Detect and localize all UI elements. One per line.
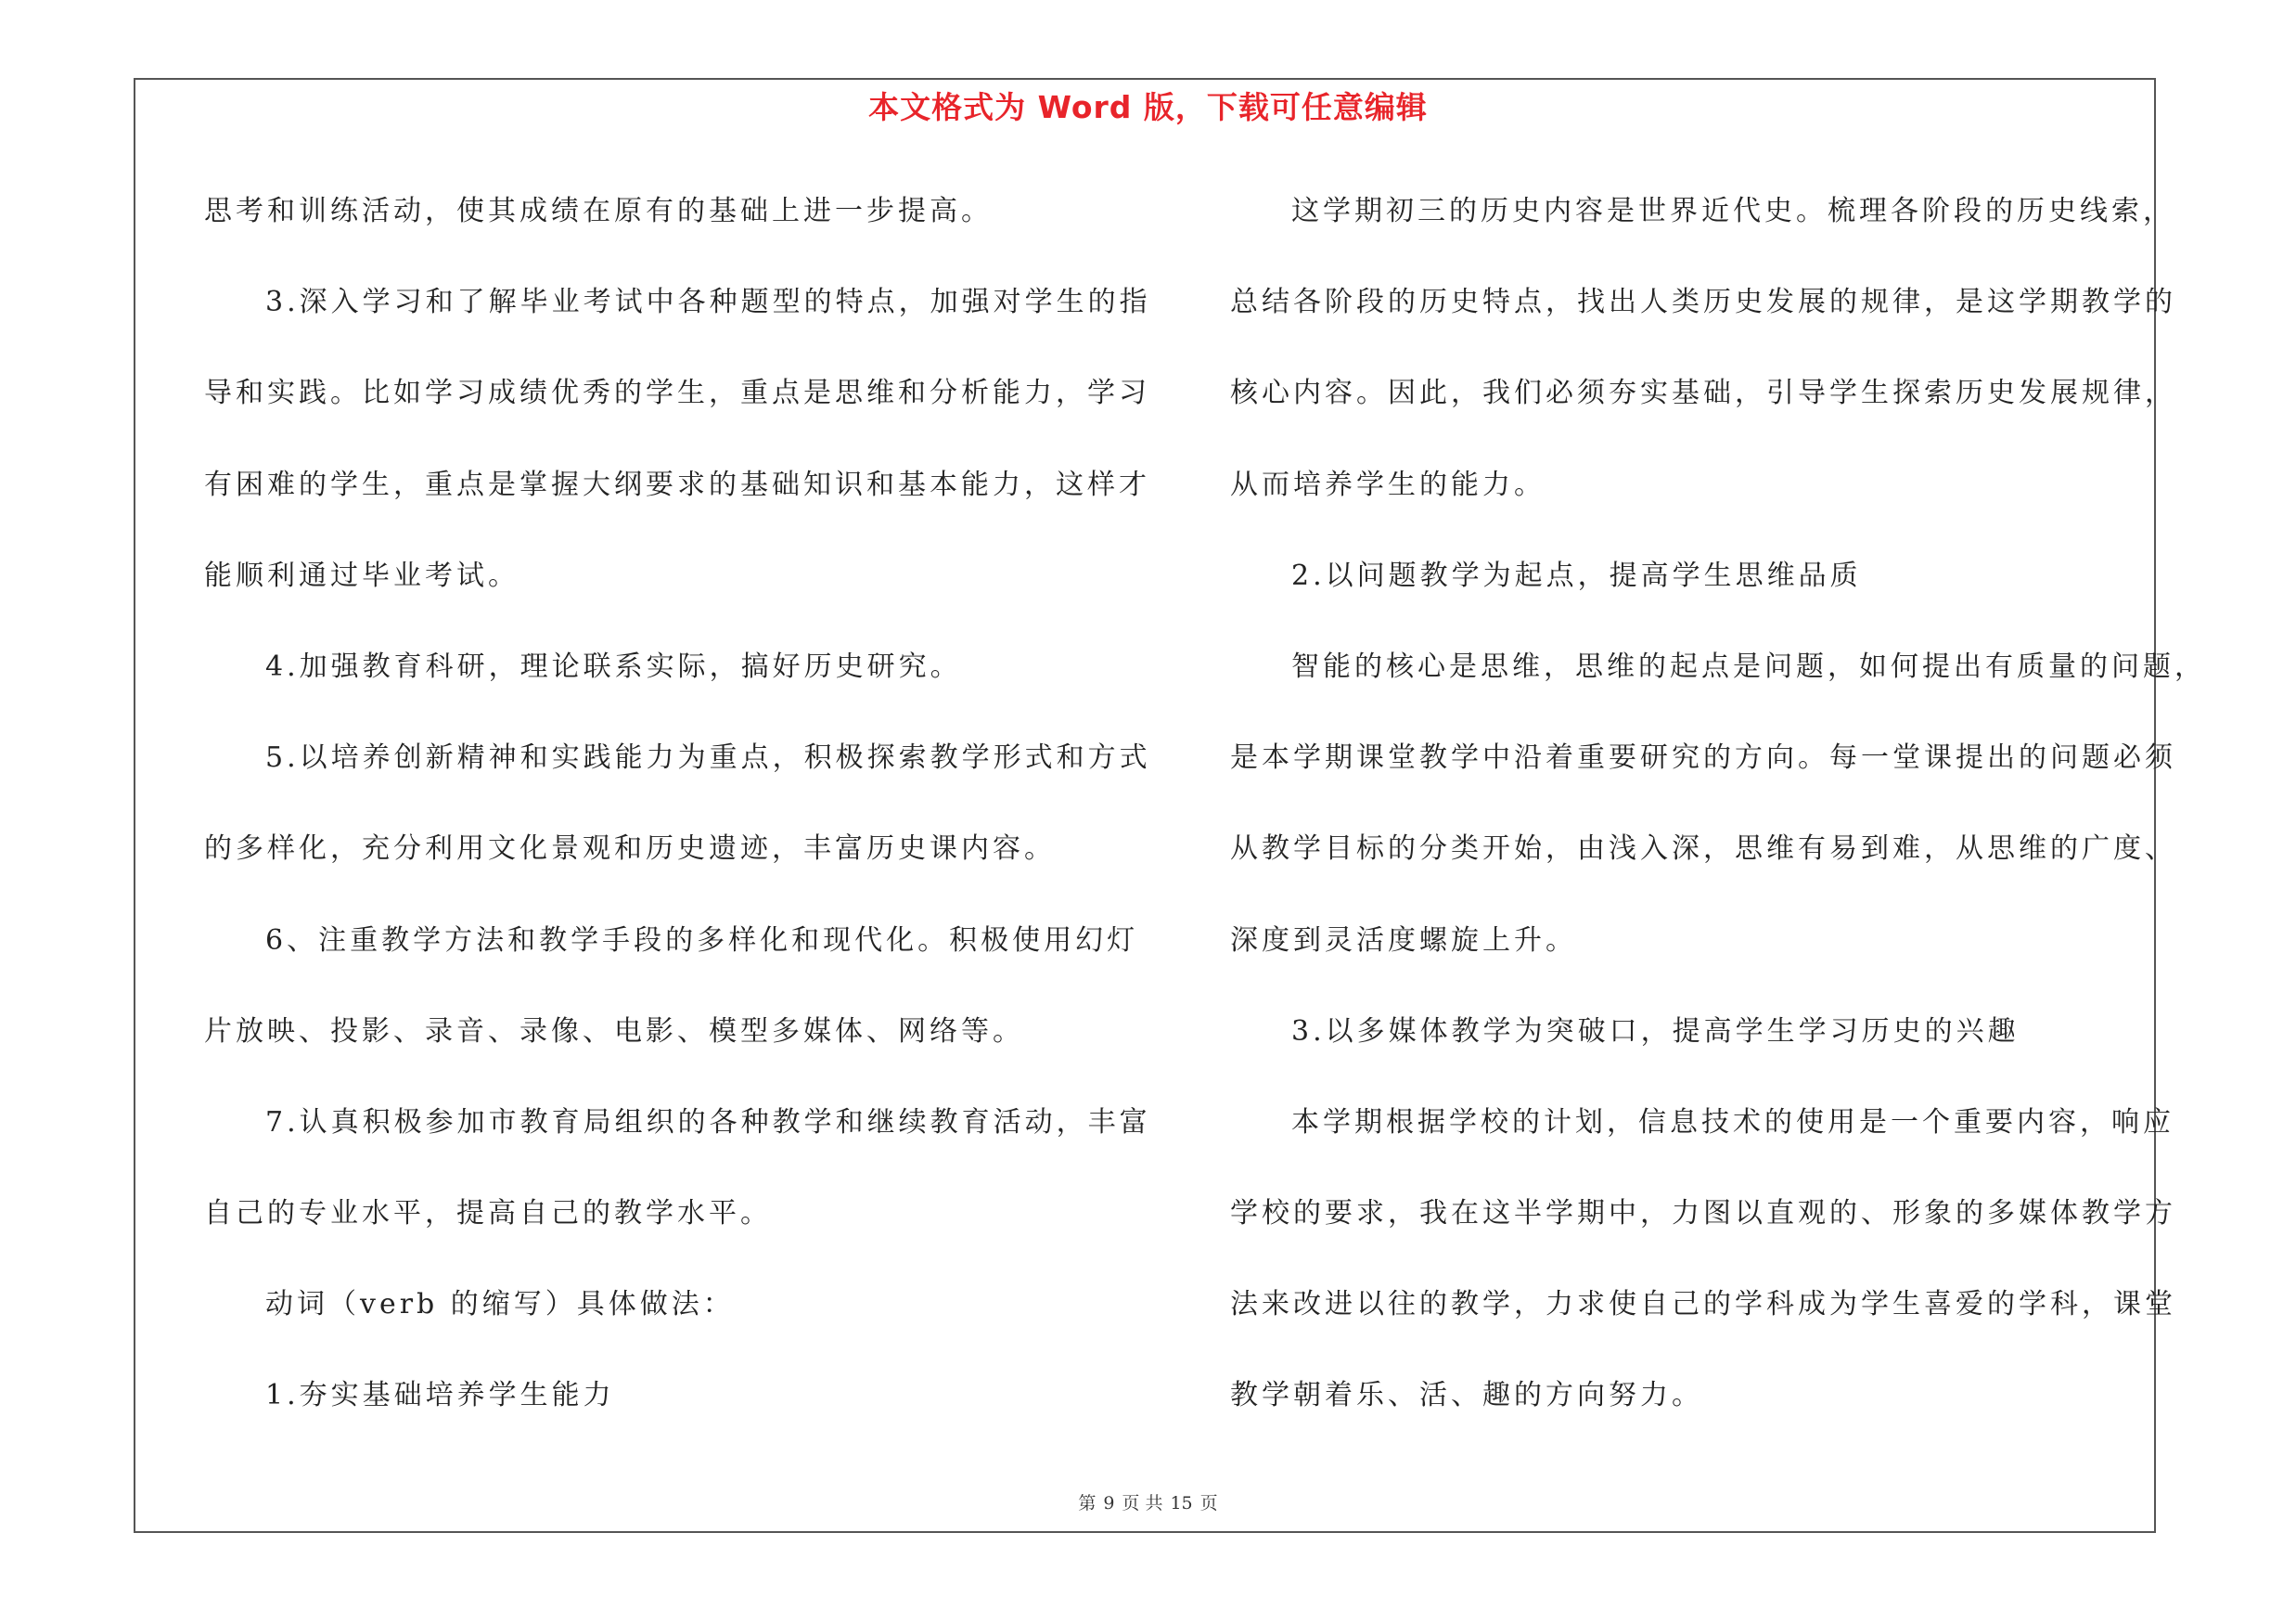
text-line: 本学期根据学校的计划，信息技术的使用是一个重要内容，响应 [1291, 1105, 2174, 1139]
format-notice-banner: 本文格式为 Word 版，下载可任意编辑 [868, 89, 1428, 125]
text-line: 智能的核心是思维，思维的起点是问题，如何提出有质量的问题， [1291, 650, 2206, 683]
right-text-column [1230, 182, 2206, 1458]
footer-middle: 页 共 [1122, 1493, 1163, 1514]
text-line: 深度到灵活度螺旋上升。 [1230, 923, 1577, 957]
text-line: 从教学目标的分类开始，由浅入深，思维有易到难，从思维的广度、 [1230, 832, 2176, 866]
text-line: 3.深入学习和了解毕业考试中各种题型的特点，加强对学生的指 [265, 286, 1151, 319]
footer-total-pages: 15 [1170, 1493, 1193, 1514]
text-line: 总结各阶段的历史特点，找出人类历史发展的规律，是这学期教学的 [1230, 286, 2176, 319]
footer-current-page: 9 [1103, 1493, 1115, 1514]
text-line: 7.认真积极参加市教育局组织的各种教学和继续教育活动，丰富 [265, 1105, 1151, 1139]
left-text-column [204, 182, 1151, 1458]
text-line: 的多样化，充分利用文化景观和历史遗迹，丰富历史课内容。 [204, 832, 1056, 866]
text-line: 5.以培养创新精神和实践能力为重点，积极探索教学形式和方式 [265, 741, 1151, 775]
text-line: 有困难的学生，重点是掌握大纲要求的基础知识和基本能力，这样才 [204, 468, 1150, 501]
text-line: 片放映、投影、录音、录像、电影、模型多媒体、网络等。 [204, 1014, 1024, 1048]
text-line: 核心内容。因此，我们必须夯实基础，引导学生探索历史发展规律， [1230, 377, 2176, 410]
footer-prefix: 第 [1078, 1493, 1097, 1514]
text-line: 2.以问题教学为起点，提高学生思维品质 [1291, 559, 1862, 592]
page-number-footer [0, 1492, 2296, 1514]
text-line: 导和实践。比如学习成绩优秀的学生，重点是思维和分析能力，学习 [204, 377, 1150, 410]
text-line: 从而培养学生的能力。 [1230, 468, 1546, 501]
text-line: 思考和训练活动，使其成绩在原有的基础上进一步提高。 [204, 195, 993, 227]
text-line: 4.加强教育科研，理论联系实际，搞好历史研究。 [265, 650, 962, 683]
text-line: 1.夯实基础培养学生能力 [265, 1379, 615, 1412]
text-line: 法来改进以往的教学，力求使自己的学科成为学生喜爱的学科，课堂 [1230, 1288, 2176, 1321]
footer-suffix: 页 [1199, 1493, 1218, 1514]
text-line: 6、注重教学方法和教学手段的多样化和现代化。积极使用幻灯 [265, 923, 1139, 957]
text-line: 3.以多媒体教学为突破口，提高学生学习历史的兴趣 [1291, 1014, 2020, 1048]
text-line: 能顺利通过毕业考试。 [204, 559, 519, 592]
text-line: 教学朝着乐、活、趣的方向努力。 [1230, 1379, 1703, 1412]
text-line: 这学期初三的历史内容是世界近代史。梳理各阶段的历史线索， [1291, 195, 2174, 227]
text-line: 是本学期课堂教学中沿着重要研究的方向。每一堂课提出的问题必须 [1230, 741, 2176, 775]
text-line: 学校的要求，我在这半学期中，力图以直观的、形象的多媒体教学方 [1230, 1197, 2176, 1230]
text-line: 自己的专业水平，提高自己的教学水平。 [204, 1197, 772, 1230]
text-line: 动词（verb 的缩写）具体做法： [265, 1288, 735, 1321]
